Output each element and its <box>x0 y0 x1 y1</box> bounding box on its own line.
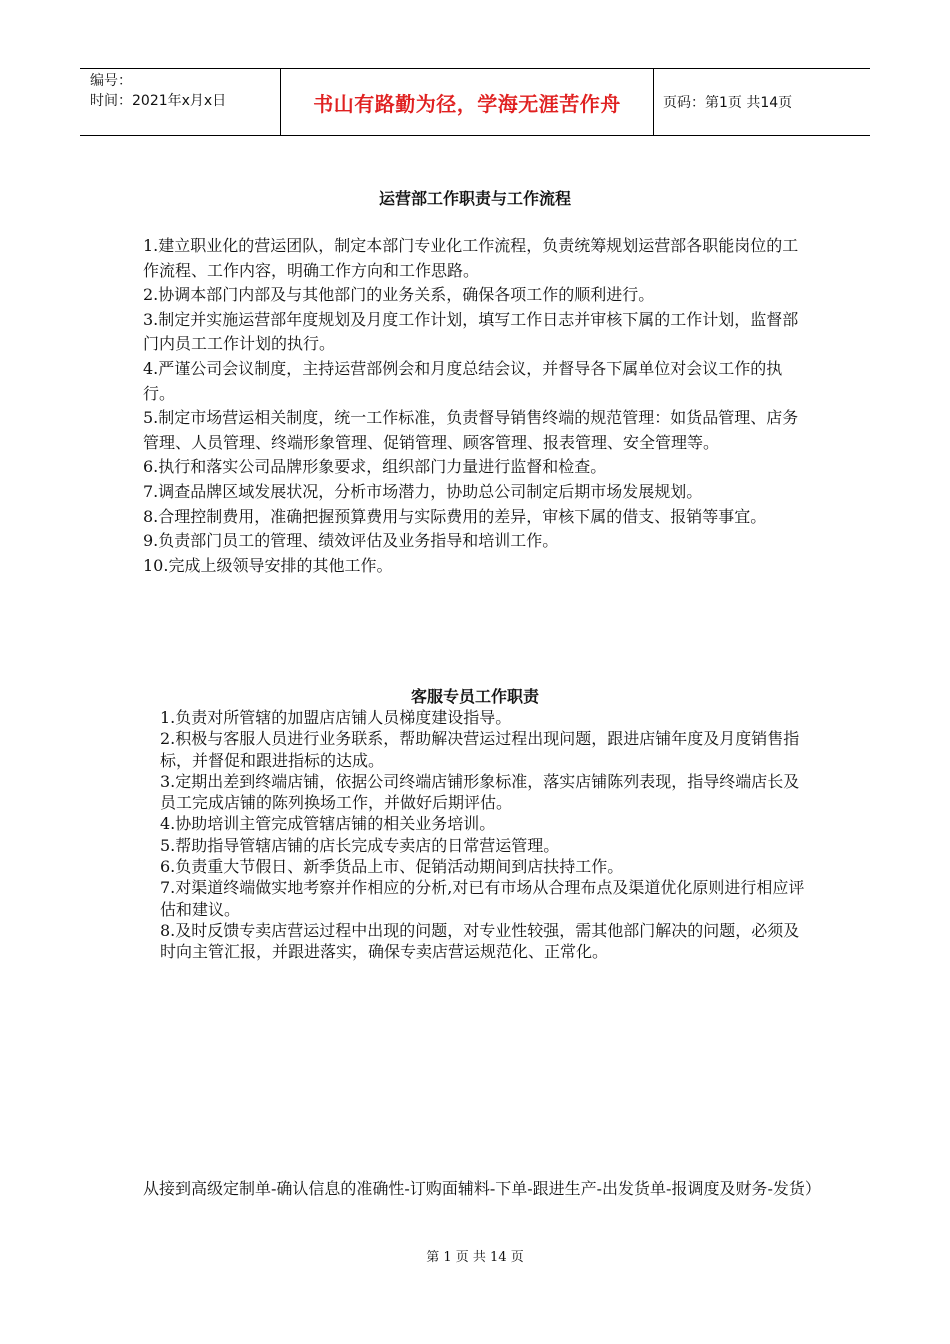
list-item: 9.负责部门员工的管理、绩效评估及业务指导和培训工作。 <box>143 531 559 551</box>
list-item: 7.对渠道终端做实地考察并作相应的分析,对已有市场从合理布点及渠道优化原则进行相应评估和建议。 <box>160 878 805 919</box>
list-item: 1.建立职业化的营运团队，制定本部门专业化工作流程，负责统筹规划运营部各职能岗位的工作流程、工作内容，明确工作方向和工作思路。 <box>143 236 799 280</box>
serial-number-label: 编号： <box>90 73 132 89</box>
list-item: 2.积极与客服人员进行业务联系，帮助解决营运过程出现问题，跟进店铺年度及月度销售指标，并督促和跟进指标的达成。 <box>160 729 800 770</box>
list-item: 3.定期出差到终端店铺，依据公司终端店铺形象标准，落实店铺陈列表现，指导终端店长及员工完成店铺的陈列换场工作，并做好后期评估。 <box>160 771 800 813</box>
section1-title: 运营部工作职责与工作流程 <box>378 189 571 208</box>
date-label: 时间：2021年x月x日 <box>90 93 227 109</box>
list-item: 2.协调本部门内部及与其他部门的业务关系，确保各项工作的顺利进行。 <box>143 285 655 305</box>
list-item: 1.负责对所管辖的加盟店店铺人员梯度建设指导。 <box>160 708 512 727</box>
section2-body <box>160 707 810 963</box>
document-header <box>80 68 870 136</box>
list-item: 4.严谨公司会议制度，主持运营部例会和月度总结会议，并督导各下属单位对会议工作的执行。 <box>143 358 783 403</box>
section2-title: 客服专员工作职责 <box>410 687 539 706</box>
list-item: 6.负责重大节假日、新季货品上市、促销活动期间到店扶持工作。 <box>160 857 624 877</box>
header-meta <box>80 69 280 135</box>
header-motto: 书山有路勤为径，学海无涯苦作舟 <box>280 69 654 135</box>
section1-body <box>143 234 813 578</box>
list-item: 10.完成上级领导安排的其他工作。 <box>143 555 393 575</box>
process-note: 从接到高级定制单-确认信息的准确性-订购面辅料-下单-跟进生产-出发货单-报调度及财务-发货） <box>143 1179 821 1198</box>
header-page-info: 页码：第1页 共14页 <box>663 95 793 111</box>
list-item: 6.执行和落实公司品牌形象要求，组织部门力量进行监督和检查。 <box>143 457 607 477</box>
page-footer: 第 1 页 共 14 页 <box>426 1250 524 1265</box>
list-item: 5.帮助指导管辖店铺的店长完成专卖店的日常营运管理。 <box>160 835 560 855</box>
list-item: 5.制定市场营运相关制度，统一工作标准，负责督导销售终端的规范管理：如货品管理、店务管理、人员管理、终端形象管理、促销管理、顾客管理、报表管理、安全管理等。 <box>143 408 799 452</box>
list-item: 8.及时反馈专卖店营运过程中出现的问题，对专业性较强，需其他部门解决的问题，必须及时向主管汇报，并跟进落实，确保专卖店营运规范化、正常化。 <box>160 920 800 962</box>
list-item: 3.制定并实施运营部年度规划及月度工作计划，填写工作日志并审核下属的工作计划，监督部门内员工工作计划的执行。 <box>143 309 799 354</box>
list-item: 7.调查品牌区域发展状况，分析市场潜力，协助总公司制定后期市场发展规划。 <box>143 481 703 501</box>
list-item: 8.合理控制费用，准确把握预算费用与实际费用的差异，审核下属的借支、报销等事宜。 <box>143 506 767 526</box>
list-item: 4.协助培训主管完成管辖店铺的相关业务培训。 <box>160 814 496 834</box>
